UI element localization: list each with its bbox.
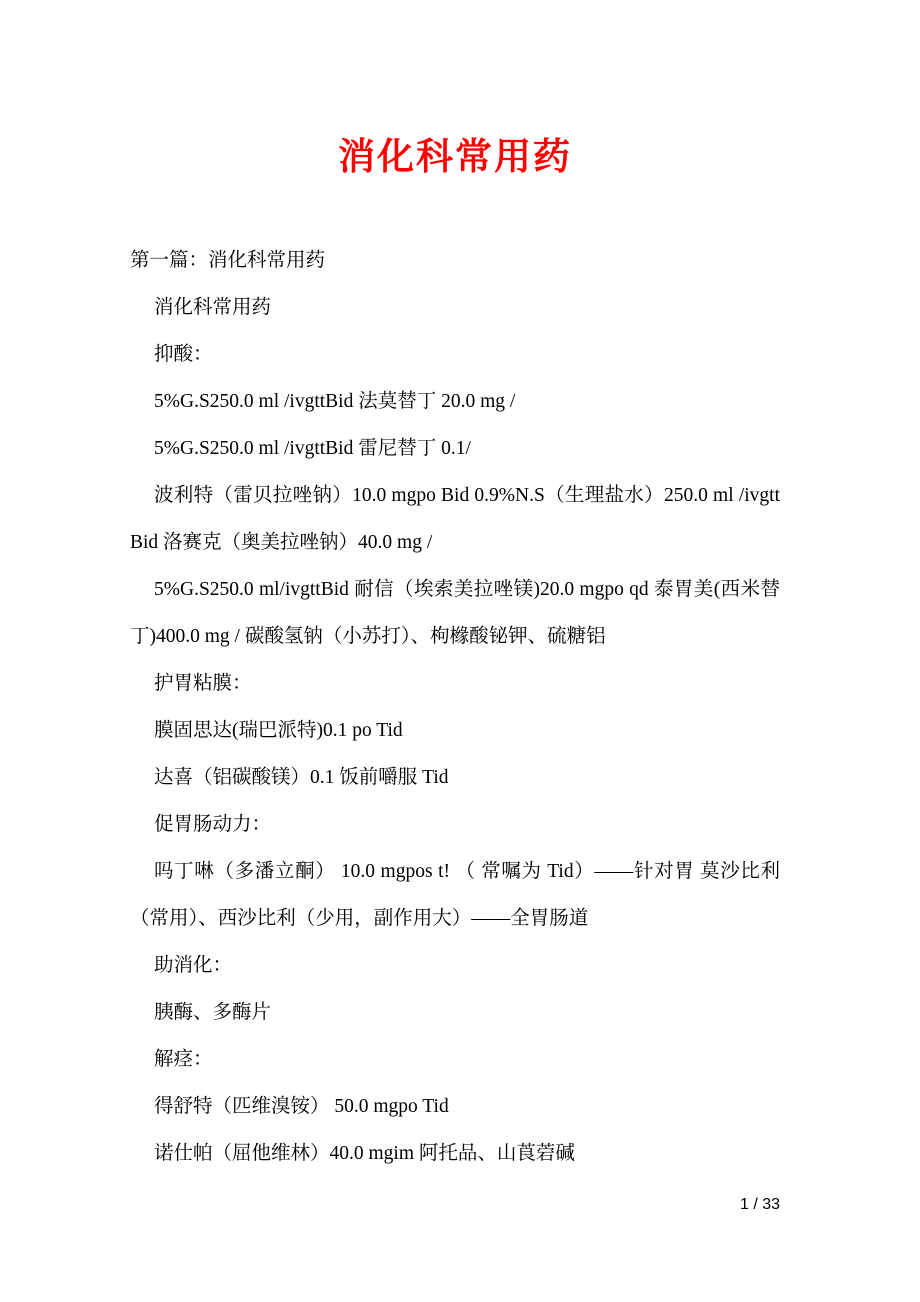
document-body	[130, 237, 780, 1177]
paragraph: 5%G.S250.0 ml /ivgttBid 法莫替丁 20.0 mg /	[154, 391, 516, 413]
page-number: 1 / 33	[739, 1196, 780, 1213]
paragraph: 助消化：	[154, 955, 233, 977]
paragraph: 抑酸：	[154, 344, 213, 366]
paragraph: 消化科常用药	[154, 297, 272, 319]
paragraph: 达喜（铝碳酸镁）0.1 饭前嚼服 Tid	[154, 767, 449, 789]
paragraph: 吗丁啉（多潘立酮） 10.0 mgpos t! （ 常嘱为 Tid）——针对胃 莫沙比利（常用）、西沙比利（少用，副作用大）——全胃肠道	[130, 861, 780, 930]
paragraph: 胰酶、多酶片	[154, 1002, 272, 1024]
paragraph: 护胃粘膜：	[154, 673, 252, 695]
paragraph: 5%G.S250.0 ml /ivgttBid 雷尼替丁 0.1/	[154, 438, 471, 460]
paragraph: 诺仕帕（屈他维林）40.0 mgim 阿托品、山莨菪碱	[154, 1143, 575, 1165]
paragraph: 波利特（雷贝拉唑钠）10.0 mgpo Bid 0.9%N.S（生理盐水）250.0 ml /ivgtt Bid 洛赛克（奥美拉唑钠）40.0 mg /	[130, 485, 780, 554]
paragraph: 5%G.S250.0 ml/ivgttBid 耐信（埃索美拉唑镁)20.0 mgpo qd 泰胃美(西米替丁)400.0 mg / 碳酸氢钠（小苏打）、枸橼酸铋钾、硫糖铝	[130, 579, 780, 648]
paragraph: 膜固思达(瑞巴派特)0.1 po Tid	[154, 720, 403, 742]
paragraph: 得舒特（匹维溴铵） 50.0 mgpo Tid	[154, 1096, 449, 1118]
paragraph: 第一篇：消化科常用药	[130, 250, 326, 272]
paragraph: 解痉：	[154, 1049, 213, 1071]
paragraph: 促胃肠动力：	[154, 814, 272, 836]
page-title: 消化科常用药	[338, 136, 572, 177]
